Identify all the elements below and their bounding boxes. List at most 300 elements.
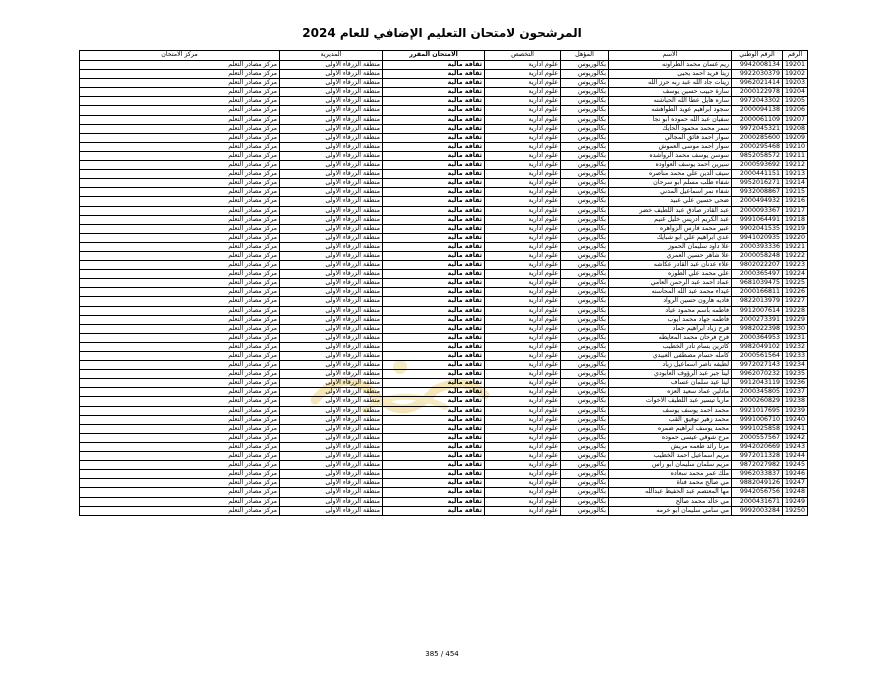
directorate: منطقة الزرقاء الأولى xyxy=(280,206,383,215)
row-number: 19245 xyxy=(783,461,808,470)
exam-center: مركز مصادر التعلم xyxy=(80,170,280,179)
qualification: بكالوريوس xyxy=(561,342,609,351)
table-row xyxy=(80,215,808,224)
exam-center: مركز مصادر التعلم xyxy=(80,342,280,351)
row-number: 19229 xyxy=(783,315,808,324)
header-center: مركز الامتحان xyxy=(80,51,280,61)
exam-center: مركز مصادر التعلم xyxy=(80,279,280,288)
candidate-name: علا شاهر حسين العمري xyxy=(609,251,732,260)
national-id: 2000061109 xyxy=(732,115,783,124)
exam-center: مركز مصادر التعلم xyxy=(80,242,280,251)
row-number: 19220 xyxy=(783,233,808,242)
candidate-name: سارة حبيب حسين يوسف xyxy=(609,88,732,97)
specialization: علوم ادارية xyxy=(485,388,561,397)
table-row xyxy=(80,297,808,306)
candidate-name: مي خالد محمد صالح xyxy=(609,497,732,506)
national-id: 2000494932 xyxy=(732,197,783,206)
exam-name: ثقافة مالية xyxy=(383,179,485,188)
directorate: منطقة الزرقاء الأولى xyxy=(280,333,383,342)
exam-center: مركز مصادر التعلم xyxy=(80,197,280,206)
exam-name: ثقافة مالية xyxy=(383,279,485,288)
exam-name: ثقافة مالية xyxy=(383,115,485,124)
national-id: 9942020669 xyxy=(732,442,783,451)
header-qualification: المؤهل xyxy=(561,51,609,61)
row-number: 19225 xyxy=(783,279,808,288)
candidate-name: ضحى حسين علي عبيد xyxy=(609,197,732,206)
exam-center: مركز مصادر التعلم xyxy=(80,233,280,242)
exam-center: مركز مصادر التعلم xyxy=(80,270,280,279)
directorate: منطقة الزرقاء الأولى xyxy=(280,242,383,251)
national-id: 9921017695 xyxy=(732,406,783,415)
candidate-name: سفيان عبد الله حموده ابو نجا xyxy=(609,115,732,124)
directorate: منطقة الزرقاء الأولى xyxy=(280,179,383,188)
directorate: منطقة الزرقاء الأولى xyxy=(280,497,383,506)
directorate: منطقة الزرقاء الأولى xyxy=(280,233,383,242)
exam-name: ثقافة مالية xyxy=(383,188,485,197)
candidate-name: لينا عيد سلمان عساف xyxy=(609,379,732,388)
directorate: منطقة الزرقاء الأولى xyxy=(280,406,383,415)
qualification: بكالوريوس xyxy=(561,333,609,342)
exam-name: ثقافة مالية xyxy=(383,342,485,351)
directorate: منطقة الزرقاء الأولى xyxy=(280,61,383,70)
candidate-name: زينا فريد احمد يحيى xyxy=(609,70,732,79)
exam-name: ثقافة مالية xyxy=(383,433,485,442)
row-number: 19246 xyxy=(783,470,808,479)
exam-center: مركز مصادر التعلم xyxy=(80,506,280,515)
specialization: علوم ادارية xyxy=(485,79,561,88)
row-number: 19226 xyxy=(783,288,808,297)
row-number: 19241 xyxy=(783,424,808,433)
header-number: الرقم xyxy=(783,51,808,61)
row-number: 19243 xyxy=(783,442,808,451)
exam-center: مركز مصادر التعلم xyxy=(80,324,280,333)
exam-center: مركز مصادر التعلم xyxy=(80,352,280,361)
row-number: 19209 xyxy=(783,133,808,142)
exam-name: ثقافة مالية xyxy=(383,406,485,415)
qualification: بكالوريوس xyxy=(561,288,609,297)
exam-name: ثقافة مالية xyxy=(383,506,485,515)
exam-center: مركز مصادر التعلم xyxy=(80,161,280,170)
table-row xyxy=(80,415,808,424)
exam-center: مركز مصادر التعلم xyxy=(80,251,280,260)
row-number: 19227 xyxy=(783,297,808,306)
row-number: 19211 xyxy=(783,151,808,160)
exam-center: مركز مصادر التعلم xyxy=(80,224,280,233)
directorate: منطقة الزرقاء الأولى xyxy=(280,297,383,306)
exam-center: مركز مصادر التعلم xyxy=(80,306,280,315)
national-id: 9972011328 xyxy=(732,452,783,461)
directorate: منطقة الزرقاء الأولى xyxy=(280,279,383,288)
national-id: 9932008867 xyxy=(732,188,783,197)
candidate-name: فاديه هارون حسين الرواد xyxy=(609,297,732,306)
candidate-name: غيداء محمد عبد الله المحاسنه xyxy=(609,288,732,297)
row-number: 19247 xyxy=(783,479,808,488)
exam-name: ثقافة مالية xyxy=(383,479,485,488)
qualification: بكالوريوس xyxy=(561,133,609,142)
row-number: 19231 xyxy=(783,333,808,342)
qualification: بكالوريوس xyxy=(561,224,609,233)
row-number: 19208 xyxy=(783,124,808,133)
qualification: بكالوريوس xyxy=(561,179,609,188)
national-id: 2000345805 xyxy=(732,388,783,397)
exam-name: ثقافة مالية xyxy=(383,397,485,406)
national-id: 9872027982 xyxy=(732,461,783,470)
specialization: علوم ادارية xyxy=(485,506,561,515)
row-number: 19232 xyxy=(783,342,808,351)
directorate: منطقة الزرقاء الأولى xyxy=(280,106,383,115)
national-id: 9852058572 xyxy=(732,151,783,160)
table-row xyxy=(80,206,808,215)
qualification: بكالوريوس xyxy=(561,61,609,70)
specialization: علوم ادارية xyxy=(485,142,561,151)
row-number: 19230 xyxy=(783,324,808,333)
exam-name: ثقافة مالية xyxy=(383,161,485,170)
exam-name: ثقافة مالية xyxy=(383,124,485,133)
directorate: منطقة الزرقاء الأولى xyxy=(280,352,383,361)
candidate-name: عبد الكريم ادريس خليل غنيم xyxy=(609,215,732,224)
table-row xyxy=(80,170,808,179)
exam-name: ثقافة مالية xyxy=(383,352,485,361)
directorate: منطقة الزرقاء الأولى xyxy=(280,479,383,488)
national-id: 2000393336 xyxy=(732,242,783,251)
exam-center: مركز مصادر التعلم xyxy=(80,415,280,424)
directorate: منطقة الزرقاء الأولى xyxy=(280,197,383,206)
specialization: علوم ادارية xyxy=(485,224,561,233)
qualification: بكالوريوس xyxy=(561,106,609,115)
qualification: بكالوريوس xyxy=(561,370,609,379)
exam-center: مركز مصادر التعلم xyxy=(80,124,280,133)
specialization: علوم ادارية xyxy=(485,106,561,115)
directorate: منطقة الزرقاء الأولى xyxy=(280,151,383,160)
table-row xyxy=(80,479,808,488)
row-number: 19203 xyxy=(783,79,808,88)
directorate: منطقة الزرقاء الأولى xyxy=(280,79,383,88)
candidate-name: عماد احمد عبد الرحمن العامي xyxy=(609,279,732,288)
qualification: بكالوريوس xyxy=(561,424,609,433)
directorate: منطقة الزرقاء الأولى xyxy=(280,224,383,233)
table-row xyxy=(80,88,808,97)
row-number: 19248 xyxy=(783,488,808,497)
candidate-name: محمد زهير توفيق القب xyxy=(609,415,732,424)
qualification: بكالوريوس xyxy=(561,197,609,206)
row-number: 19238 xyxy=(783,397,808,406)
row-number: 19224 xyxy=(783,270,808,279)
qualification: بكالوريوس xyxy=(561,124,609,133)
row-number: 19212 xyxy=(783,161,808,170)
directorate: منطقة الزرقاء الأولى xyxy=(280,452,383,461)
qualification: بكالوريوس xyxy=(561,397,609,406)
qualification: بكالوريوس xyxy=(561,170,609,179)
qualification: بكالوريوس xyxy=(561,270,609,279)
directorate: منطقة الزرقاء الأولى xyxy=(280,415,383,424)
header-national-id: الرقم الوطني xyxy=(732,51,783,61)
specialization: علوم ادارية xyxy=(485,251,561,260)
table-row xyxy=(80,161,808,170)
candidate-name: علي محمد علي الطوره xyxy=(609,270,732,279)
row-number: 19244 xyxy=(783,452,808,461)
exam-center: مركز مصادر التعلم xyxy=(80,206,280,215)
candidate-name: ريم غسان محمد الطراونه xyxy=(609,61,732,70)
exam-center: مركز مصادر التعلم xyxy=(80,488,280,497)
qualification: بكالوريوس xyxy=(561,70,609,79)
specialization: علوم ادارية xyxy=(485,479,561,488)
qualification: بكالوريوس xyxy=(561,379,609,388)
national-id: 2000593692 xyxy=(732,161,783,170)
national-id: 9991064491 xyxy=(732,215,783,224)
table-row xyxy=(80,452,808,461)
row-number: 19205 xyxy=(783,97,808,106)
table-row xyxy=(80,361,808,370)
specialization: علوم ادارية xyxy=(485,161,561,170)
table-row xyxy=(80,306,808,315)
exam-center: مركز مصادر التعلم xyxy=(80,61,280,70)
exam-center: مركز مصادر التعلم xyxy=(80,79,280,88)
exam-center: مركز مصادر التعلم xyxy=(80,106,280,115)
specialization: علوم ادارية xyxy=(485,170,561,179)
specialization: علوم ادارية xyxy=(485,315,561,324)
qualification: بكالوريوس xyxy=(561,352,609,361)
exam-center: مركز مصادر التعلم xyxy=(80,261,280,270)
table-row xyxy=(80,115,808,124)
specialization: علوم ادارية xyxy=(485,497,561,506)
exam-center: مركز مصادر التعلم xyxy=(80,97,280,106)
header-specialization: التخصص xyxy=(485,51,561,61)
table-row xyxy=(80,197,808,206)
table-row xyxy=(80,224,808,233)
exam-name: ثقافة مالية xyxy=(383,461,485,470)
qualification: بكالوريوس xyxy=(561,279,609,288)
national-id: 2000285600 xyxy=(732,133,783,142)
national-id: 2000122978 xyxy=(732,88,783,97)
candidate-name: فاطمه جهاد محمد ايوب xyxy=(609,315,732,324)
national-id: 9822013979 xyxy=(732,297,783,306)
exam-name: ثقافة مالية xyxy=(383,197,485,206)
row-number: 19228 xyxy=(783,306,808,315)
national-id: 9942056756 xyxy=(732,488,783,497)
row-number: 19223 xyxy=(783,261,808,270)
national-id: 9941020935 xyxy=(732,233,783,242)
exam-name: ثقافة مالية xyxy=(383,70,485,79)
exam-center: مركز مصادر التعلم xyxy=(80,470,280,479)
national-id: 9962033837 xyxy=(732,470,783,479)
specialization: علوم ادارية xyxy=(485,324,561,333)
specialization: علوم ادارية xyxy=(485,352,561,361)
specialization: علوم ادارية xyxy=(485,442,561,451)
directorate: منطقة الزرقاء الأولى xyxy=(280,397,383,406)
row-number: 19213 xyxy=(783,170,808,179)
directorate: منطقة الزرقاء الأولى xyxy=(280,361,383,370)
exam-center: مركز مصادر التعلم xyxy=(80,388,280,397)
qualification: بكالوريوس xyxy=(561,442,609,451)
exam-center: مركز مصادر التعلم xyxy=(80,188,280,197)
candidate-name: مريم اسماعيل احمد الخطيب xyxy=(609,452,732,461)
candidate-name: لطيفه ناصر اسماعيل زياد xyxy=(609,361,732,370)
page-title: المرشحون لامتحان التعليم الإضافي للعام 2024 xyxy=(302,26,582,40)
national-id: 9972043302 xyxy=(732,97,783,106)
candidate-name: فاطمه باسم محمود عياد xyxy=(609,306,732,315)
row-number: 19240 xyxy=(783,415,808,424)
row-number: 19249 xyxy=(783,497,808,506)
candidate-name: كامله حسام مصطفى العبيدي xyxy=(609,352,732,361)
exam-name: ثقافة مالية xyxy=(383,106,485,115)
specialization: علوم ادارية xyxy=(485,361,561,370)
candidate-name: مي صالح محمد فناة xyxy=(609,479,732,488)
exam-center: مركز مصادر التعلم xyxy=(80,179,280,188)
exam-center: مركز مصادر التعلم xyxy=(80,433,280,442)
exam-name: ثقافة مالية xyxy=(383,242,485,251)
qualification: بكالوريوس xyxy=(561,433,609,442)
national-id: 9882049126 xyxy=(732,479,783,488)
national-id: 9992003284 xyxy=(732,506,783,515)
candidate-name: ماريا تيسير عبد اللطيف الاخوات xyxy=(609,397,732,406)
exam-name: ثقافة مالية xyxy=(383,288,485,297)
row-number: 19237 xyxy=(783,388,808,397)
exam-name: ثقافة مالية xyxy=(383,88,485,97)
table-row xyxy=(80,288,808,297)
row-number: 19206 xyxy=(783,106,808,115)
exam-name: ثقافة مالية xyxy=(383,424,485,433)
qualification: بكالوريوس xyxy=(561,97,609,106)
specialization: علوم ادارية xyxy=(485,124,561,133)
candidate-name: فرح فرحان محمد المعايطه xyxy=(609,333,732,342)
qualification: بكالوريوس xyxy=(561,406,609,415)
row-number: 19216 xyxy=(783,197,808,206)
exam-name: ثقافة مالية xyxy=(383,370,485,379)
national-id: 2000364953 xyxy=(732,333,783,342)
specialization: علوم ادارية xyxy=(485,133,561,142)
row-number: 19204 xyxy=(783,88,808,97)
qualification: بكالوريوس xyxy=(561,88,609,97)
qualification: بكالوريوس xyxy=(561,388,609,397)
specialization: علوم ادارية xyxy=(485,88,561,97)
row-number: 19201 xyxy=(783,61,808,70)
candidate-name: عبد القادر صادق عبد اللطيف خضر xyxy=(609,206,732,215)
directorate: منطقة الزرقاء الأولى xyxy=(280,70,383,79)
table-row xyxy=(80,179,808,188)
exam-center: مركز مصادر التعلم xyxy=(80,370,280,379)
specialization: علوم ادارية xyxy=(485,397,561,406)
directorate: منطقة الزرقاء الأولى xyxy=(280,379,383,388)
directorate: منطقة الزرقاء الأولى xyxy=(280,306,383,315)
qualification: بكالوريوس xyxy=(561,297,609,306)
row-number: 19250 xyxy=(783,506,808,515)
table-row xyxy=(80,470,808,479)
exam-center: مركز مصادر التعلم xyxy=(80,297,280,306)
exam-name: ثقافة مالية xyxy=(383,97,485,106)
directorate: منطقة الزرقاء الأولى xyxy=(280,424,383,433)
row-number: 19218 xyxy=(783,215,808,224)
directorate: منطقة الزرقاء الأولى xyxy=(280,142,383,151)
table-row xyxy=(80,151,808,160)
table-row xyxy=(80,497,808,506)
directorate: منطقة الزرقاء الأولى xyxy=(280,388,383,397)
exam-name: ثقافة مالية xyxy=(383,215,485,224)
candidate-name: محمد احمد يوسف يوسف xyxy=(609,406,732,415)
qualification: بكالوريوس xyxy=(561,452,609,461)
specialization: علوم ادارية xyxy=(485,270,561,279)
exam-name: ثقافة مالية xyxy=(383,324,485,333)
national-id: 9942008134 xyxy=(732,61,783,70)
national-id: 2000273391 xyxy=(732,315,783,324)
table-row xyxy=(80,406,808,415)
specialization: علوم ادارية xyxy=(485,297,561,306)
directorate: منطقة الزرقاء الأولى xyxy=(280,215,383,224)
candidate-name: علاء عدنان عبد القادر عكاشه xyxy=(609,261,732,270)
qualification: بكالوريوس xyxy=(561,142,609,151)
candidates-table xyxy=(79,50,808,516)
national-id: 9991006710 xyxy=(732,415,783,424)
exam-center: مركز مصادر التعلم xyxy=(80,424,280,433)
directorate: منطقة الزرقاء الأولى xyxy=(280,470,383,479)
candidate-name: علا داود سليمان الحموز xyxy=(609,242,732,251)
table-row xyxy=(80,133,808,142)
table-row xyxy=(80,342,808,351)
qualification: بكالوريوس xyxy=(561,115,609,124)
row-number: 19210 xyxy=(783,142,808,151)
directorate: منطقة الزرقاء الأولى xyxy=(280,133,383,142)
national-id: 9962070232 xyxy=(732,370,783,379)
candidate-name: زينات جاد الله عبد ربه حرز الله xyxy=(609,79,732,88)
row-number: 19234 xyxy=(783,361,808,370)
table-row xyxy=(80,233,808,242)
candidate-name: مرنا رائد طعمه مريش xyxy=(609,442,732,451)
national-id: 2000166811 xyxy=(732,288,783,297)
table-header-row xyxy=(80,51,808,61)
directorate: منطقة الزرقاء الأولى xyxy=(280,288,383,297)
specialization: علوم ادارية xyxy=(485,197,561,206)
qualification: بكالوريوس xyxy=(561,306,609,315)
qualification: بكالوريوس xyxy=(561,251,609,260)
national-id: 2000094138 xyxy=(732,106,783,115)
specialization: علوم ادارية xyxy=(485,70,561,79)
row-number: 19207 xyxy=(783,115,808,124)
candidate-name: مريم سلمان سليمان ابو راس xyxy=(609,461,732,470)
exam-center: مركز مصادر التعلم xyxy=(80,142,280,151)
candidate-name: كاترين بسام نادر الخطيب xyxy=(609,342,732,351)
qualification: بكالوريوس xyxy=(561,488,609,497)
table-row xyxy=(80,333,808,342)
candidate-name: عبير محمد فارس الزواهره xyxy=(609,224,732,233)
table-row xyxy=(80,270,808,279)
qualification: بكالوريوس xyxy=(561,479,609,488)
table-row xyxy=(80,442,808,451)
national-id: 9912043119 xyxy=(732,379,783,388)
national-id: 2000561564 xyxy=(732,352,783,361)
specialization: علوم ادارية xyxy=(485,206,561,215)
directorate: منطقة الزرقاء الأولى xyxy=(280,370,383,379)
directorate: منطقة الزرقاء الأولى xyxy=(280,315,383,324)
specialization: علوم ادارية xyxy=(485,61,561,70)
specialization: علوم ادارية xyxy=(485,261,561,270)
specialization: علوم ادارية xyxy=(485,215,561,224)
candidate-name: مرح شوقي عيسى حموده xyxy=(609,433,732,442)
table-row xyxy=(80,424,808,433)
national-id: 2000431671 xyxy=(732,497,783,506)
national-id: 9972045321 xyxy=(732,124,783,133)
candidate-name: سوسن يوسف محمد الرواشده xyxy=(609,151,732,160)
directorate: منطقة الزرقاء الأولى xyxy=(280,88,383,97)
exam-center: مركز مصادر التعلم xyxy=(80,452,280,461)
qualification: بكالوريوس xyxy=(561,324,609,333)
exam-name: ثقافة مالية xyxy=(383,61,485,70)
candidate-name: عدي ابراهيم علي ابو شبايك xyxy=(609,233,732,242)
specialization: علوم ادارية xyxy=(485,424,561,433)
exam-name: ثقافة مالية xyxy=(383,297,485,306)
exam-center: مركز مصادر التعلم xyxy=(80,479,280,488)
qualification: بكالوريوس xyxy=(561,361,609,370)
exam-name: ثقافة مالية xyxy=(383,333,485,342)
specialization: علوم ادارية xyxy=(485,342,561,351)
